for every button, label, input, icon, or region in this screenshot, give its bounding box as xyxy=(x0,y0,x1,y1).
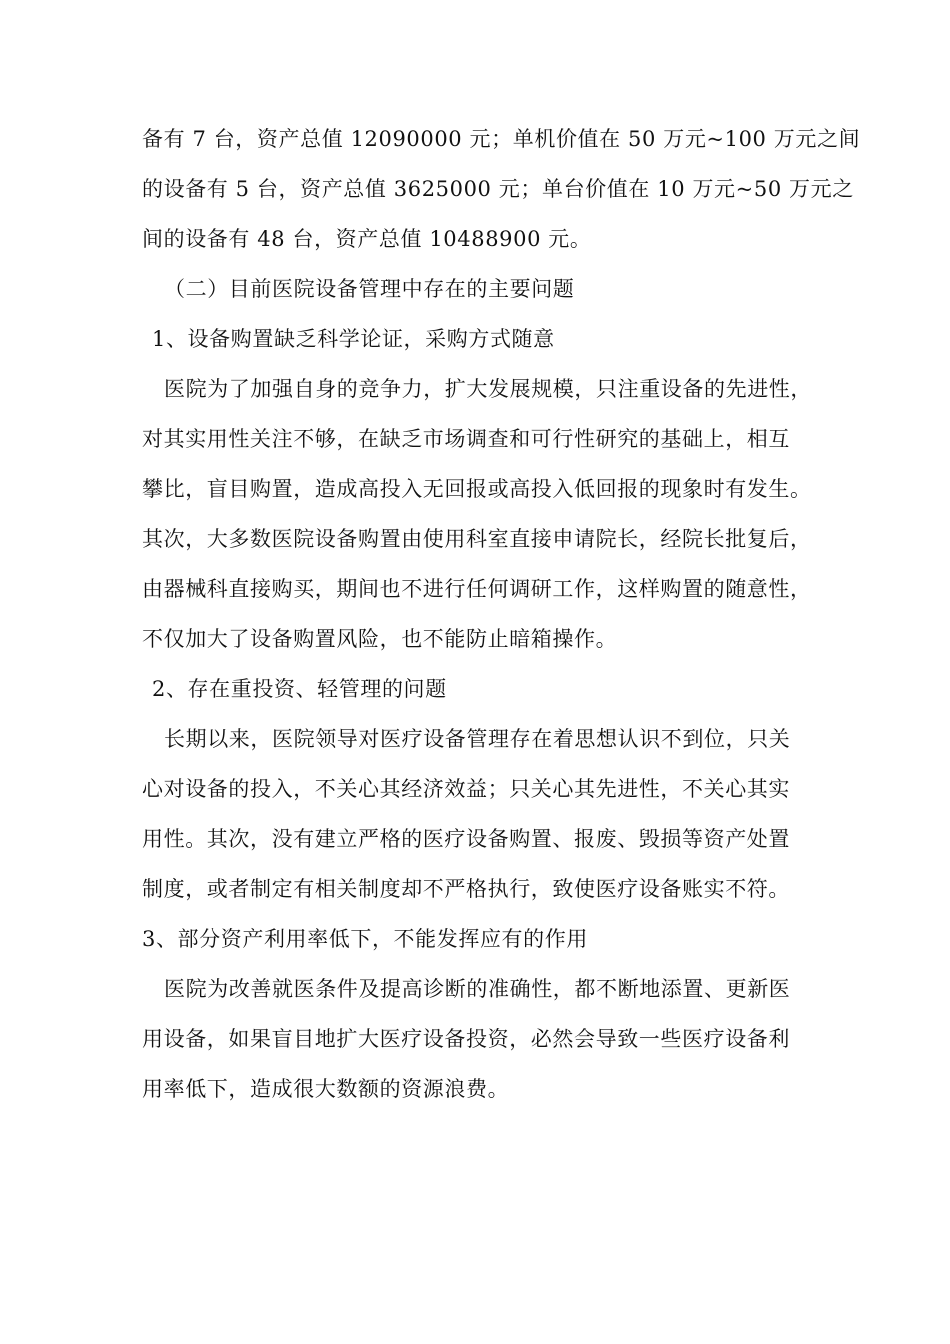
text-line: 心对设备的投入，不关心其经济效益；只关心其先进性，不关心其实 xyxy=(142,777,790,801)
text-line: 医院为了加强自身的竞争力，扩大发展规模，只注重设备的先进性， xyxy=(164,377,812,401)
subsection-heading: 3、部分资产利用率低下，不能发挥应有的作用 xyxy=(142,927,588,951)
text-line: 间的设备有 48 台，资产总值 10488900 元。 xyxy=(142,227,592,251)
text-line: 对其实用性关注不够，在缺乏市场调查和可行性研究的基础上，相互 xyxy=(142,427,790,451)
subsection-heading: 1、设备购置缺乏科学论证，采购方式随意 xyxy=(152,327,555,351)
subsection-heading: 2、存在重投资、轻管理的问题 xyxy=(152,677,447,701)
text-line: 医院为改善就医条件及提高诊断的准确性，都不断地添置、更新医 xyxy=(164,977,791,1001)
text-line: 由器械科直接购买，期间也不进行任何调研工作，这样购置的随意性， xyxy=(142,577,812,601)
text-line: 长期以来，医院领导对医疗设备管理存在着思想认识不到位，只关 xyxy=(164,727,791,751)
text-line: 的设备有 5 台，资产总值 3625000 元；单台价值在 10 万元~50 万元之 xyxy=(142,177,854,201)
text-line: 用设备，如果盲目地扩大医疗设备投资，必然会导致一些医疗设备利 xyxy=(142,1027,790,1051)
text-line: 其次，大多数医院设备购置由使用科室直接申请院长，经院长批复后， xyxy=(142,527,812,551)
text-line: 攀比，盲目购置，造成高投入无回报或高投入低回报的现象时有发生。 xyxy=(142,477,812,501)
text-line: 制度，或者制定有相关制度却不严格执行，致使医疗设备账实不符。 xyxy=(142,877,790,901)
section-heading: （二）目前医院设备管理中存在的主要问题 xyxy=(164,277,575,301)
text-line: 备有 7 台，资产总值 12090000 元；单机价值在 50 万元~100 万元之间 xyxy=(142,127,861,151)
text-line: 用率低下，造成很大数额的资源浪费。 xyxy=(142,1077,510,1101)
text-line: 用性。其次，没有建立严格的医疗设备购置、报废、毁损等资产处置 xyxy=(142,827,790,851)
text-line: 不仅加大了设备购置风险，也不能防止暗箱操作。 xyxy=(142,627,618,651)
